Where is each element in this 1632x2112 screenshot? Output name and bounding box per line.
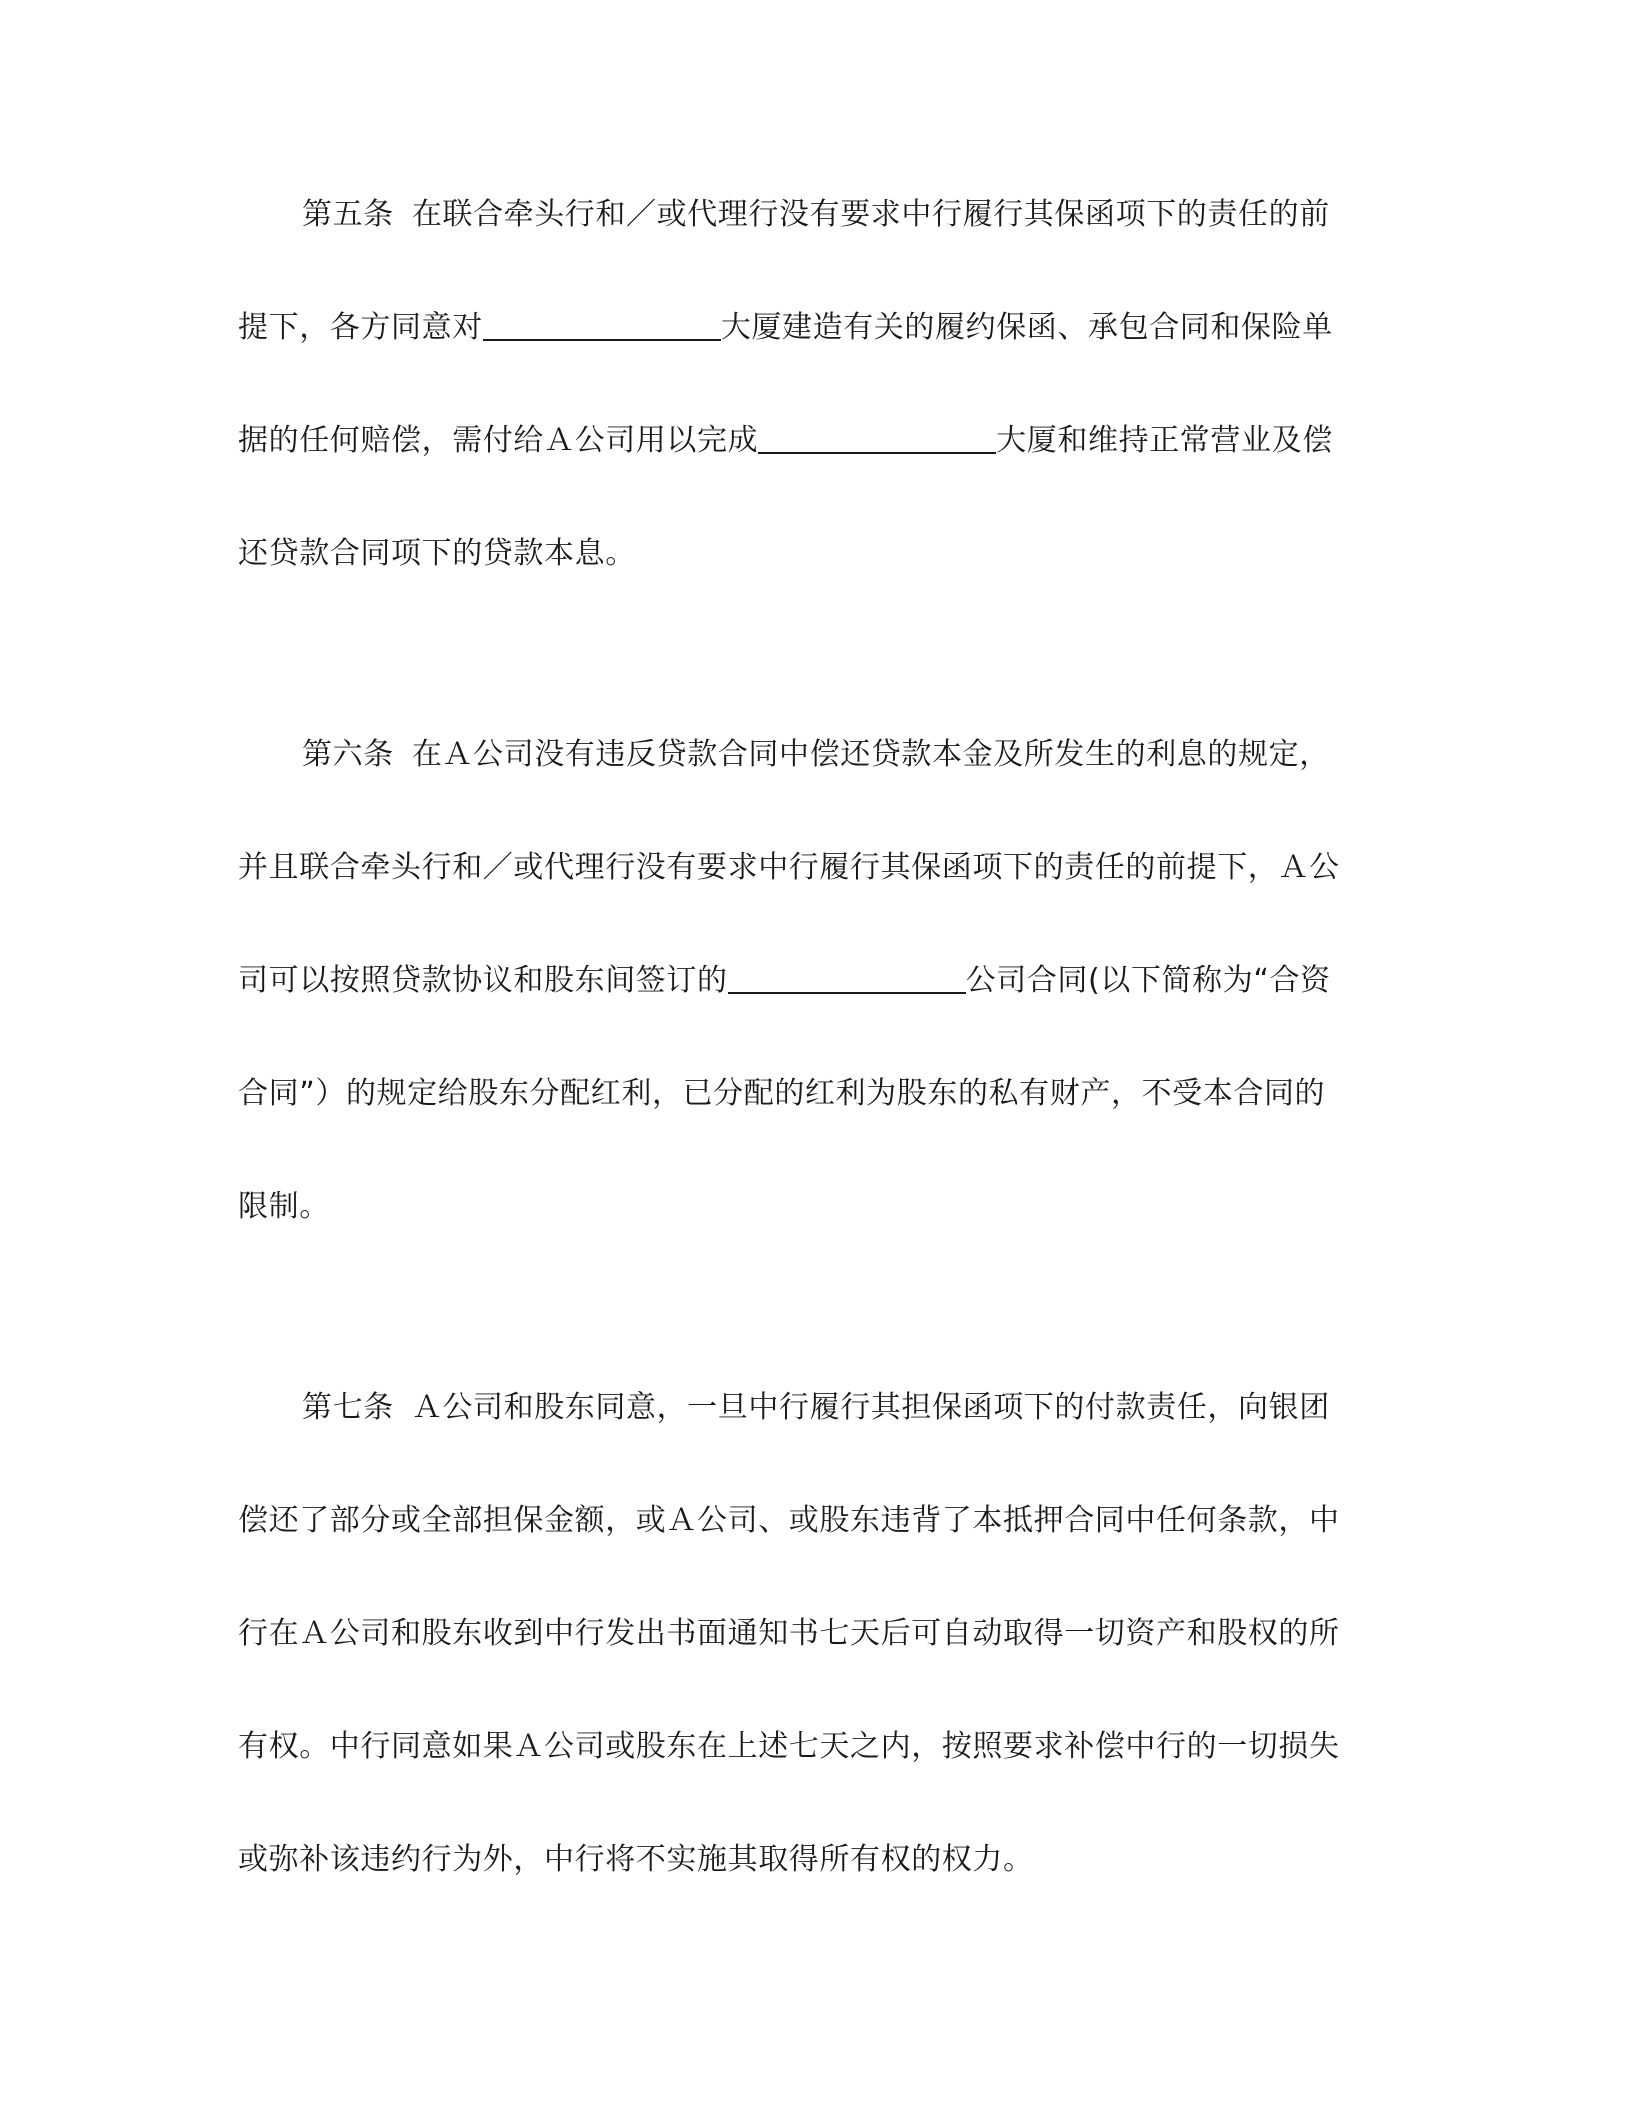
article-5-text: 据的任何赔偿，需付给Ａ公司用以完成 [238, 423, 759, 458]
article-6-text: 司可以按照贷款协议和股东间签订的 [238, 963, 728, 998]
article-6-line-4 [238, 1074, 1398, 1114]
article-5-line-2 [238, 308, 1398, 348]
article-5-number: 第五条 [302, 197, 394, 232]
article-7-number: 第七条 [302, 1390, 394, 1425]
article-5-text: 提下，各方同意对 [238, 310, 483, 345]
article-7-line-2 [238, 1501, 1398, 1541]
article-5-text: 大厦建造有关的履约保函、承包合同和保险单 [720, 310, 1333, 345]
article-7-line-4 [238, 1727, 1398, 1767]
blank-field [728, 962, 966, 994]
article-6-line-2 [238, 848, 1398, 888]
article-7-text: 有权。中行同意如果Ａ公司或股东在上述七天之内，按照要求补偿中行的一切损失 [238, 1729, 1340, 1764]
blank-field [483, 309, 721, 341]
article-6-number: 第六条 [302, 737, 394, 772]
article-5-text: 在联合牵头行和／或代理行没有要求中行履行其保函项下的责任的前 [411, 197, 1330, 232]
article-7-line-3 [238, 1614, 1398, 1654]
article-5-line-4 [238, 534, 1398, 574]
article-7-text: 行在Ａ公司和股东收到中行发出书面通知书七天后可自动取得一切资产和股权的所 [238, 1616, 1340, 1651]
article-7-text: Ａ公司和股东同意，一旦中行履行其担保函项下的付款责任，向银团 [411, 1390, 1330, 1425]
blank-field [758, 422, 996, 454]
article-6-text: 公司合同(以下简称为“合资 [965, 963, 1331, 998]
article-5-line-1 [302, 195, 1462, 235]
article-5-text: 大厦和维持正常营业及偿 [996, 423, 1333, 458]
article-6-text: 在Ａ公司没有违反贷款合同中偿还贷款本金及所发生的利息的规定， [411, 737, 1330, 772]
article-7-line-5 [238, 1840, 1398, 1880]
article-7-text: 或弥补该违约行为外，中行将不实施其取得所有权的权力。 [238, 1842, 1034, 1877]
article-5-line-3 [238, 421, 1398, 461]
article-5-text: 还贷款合同项下的贷款本息。 [238, 536, 636, 571]
article-6-line-3 [238, 961, 1398, 1001]
article-7-text: 偿还了部分或全部担保金额，或Ａ公司、或股东违背了本抵押合同中任何条款，中 [238, 1503, 1340, 1538]
article-6-line-5 [238, 1187, 1398, 1227]
article-6-text: 限制。 [238, 1189, 330, 1224]
article-6-text: 并且联合牵头行和／或代理行没有要求中行履行其保函项下的责任的前提下，Ａ公 [238, 850, 1340, 885]
article-6-line-1 [302, 735, 1462, 775]
article-7-line-1 [302, 1388, 1462, 1428]
article-6-text: 合同”）的规定给股东分配红利，已分配的红利为股东的私有财产，不受本合同的 [238, 1076, 1326, 1111]
